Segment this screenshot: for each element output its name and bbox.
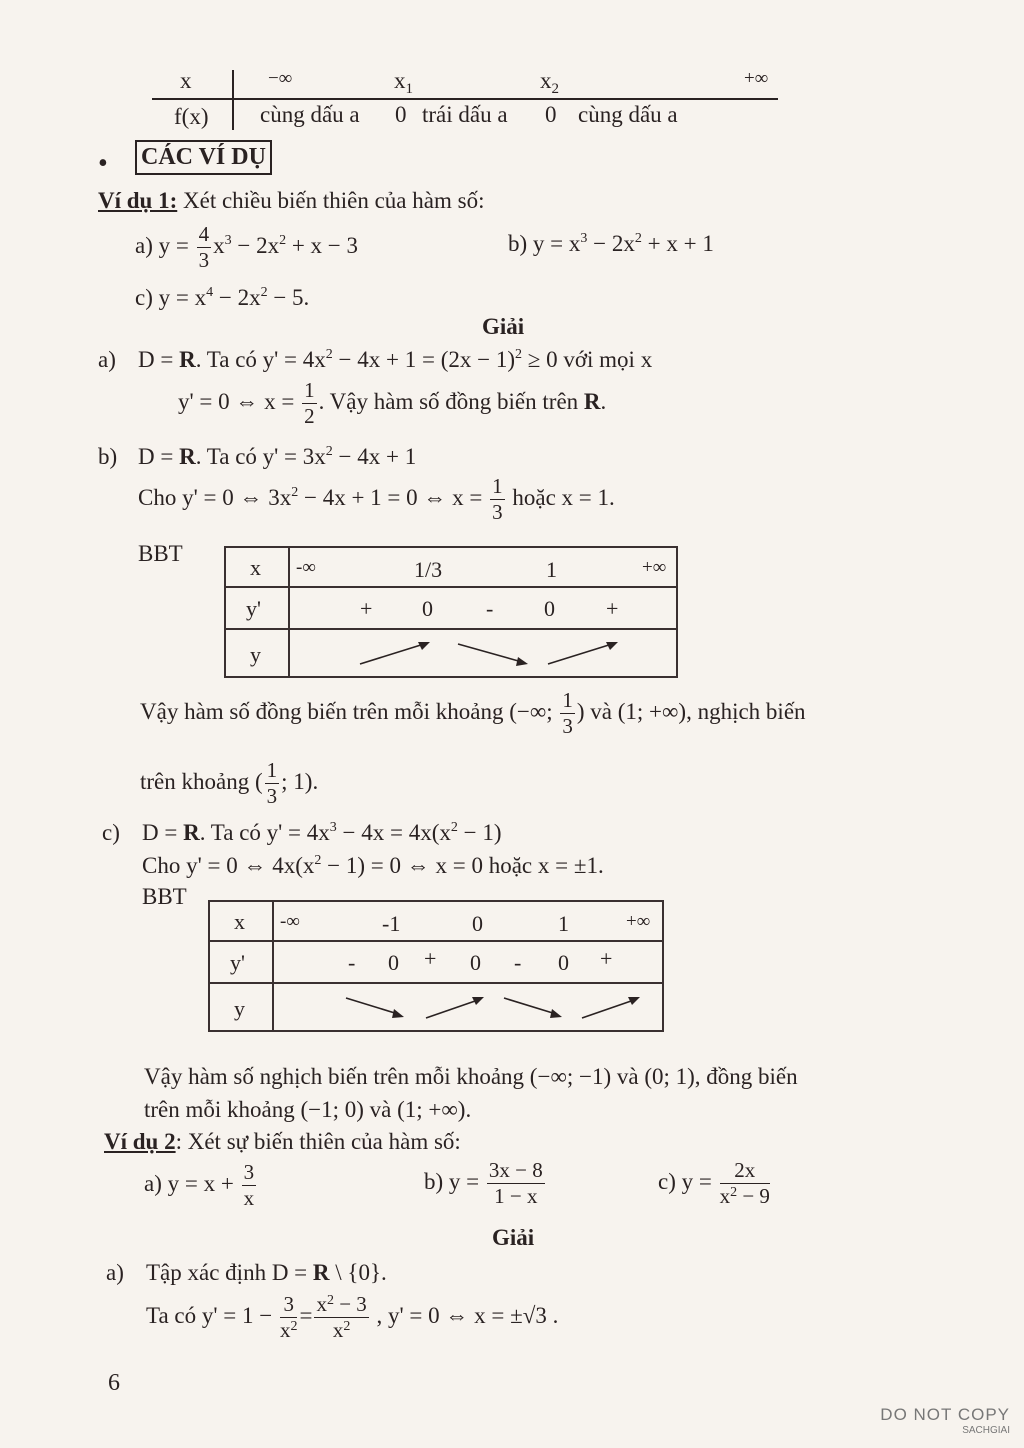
decreasing-arrow-icon <box>500 992 570 1022</box>
decreasing-arrow-icon <box>342 992 412 1022</box>
sign-table-fx-header: f(x) <box>174 104 209 129</box>
variation-table-b-yp-values: + 0 - 0 + <box>289 587 677 629</box>
example-2-solution-a-label: a) <box>106 1260 124 1285</box>
solution-c-conclusion-2: trên mỗi khoảng (−1; 0) và (1; +∞). <box>144 1097 472 1122</box>
solution-c-line-1: D = R. Ta có $y' = 4x^3 - 4x = 4x(x^2 - 1)$ <box>142 820 502 845</box>
variation-table-c-x-cell: x <box>209 901 273 941</box>
solution-b-bbt-label: BBT <box>138 541 183 566</box>
sign-table-x2: $x_2$ <box>540 68 559 97</box>
example-2-c: c) y = $\frac{2x}{x^2 - 9}$ <box>658 1158 770 1208</box>
decreasing-arrow-icon <box>454 638 534 668</box>
variation-table-b-y-cell: y <box>225 629 289 677</box>
variation-table-c-y-cell: y <box>209 983 273 1031</box>
solution-title: Giải <box>482 314 525 339</box>
page-number: 6 <box>108 1370 120 1396</box>
example-2-solution-a-line-1: Tập xác định D = R \ {0}. <box>146 1260 387 1285</box>
sign-table-zero-2: 0 <box>545 102 557 127</box>
sign-table-pos-inf: +∞ <box>744 68 769 89</box>
variation-table-c-yp-cell: y' <box>209 941 273 983</box>
solution-b-conclusion-1: Vậy hàm số đồng biến trên mỗi khoảng (−∞; $\frac{1}{3}$ ) và (1; +∞), nghịch biến <box>140 688 806 738</box>
bullet-icon: • <box>98 148 108 179</box>
example-1-a: a) y = $\frac{4}{3}$ $x^3 - 2x^2 + x - 3$ <box>135 222 359 272</box>
solution-b-line-2: Cho y' = 0 ⇔ $3x^2 - 4x + 1 = 0$ ⇔ x = $\frac{1}{3}$ hoặc x = 1. <box>138 474 615 524</box>
sign-table-same-sign-1: cùng dấu a <box>260 102 360 127</box>
variation-table-b-x-cell: x <box>225 547 289 587</box>
solution-c-line-2: Cho y' = 0 ⇔ $4x(x^2 - 1) = 0$ ⇔ x = 0 hoặc x = ±1. <box>142 853 604 878</box>
variation-table-c-x-values: -∞ -1 0 1 +∞ <box>273 901 663 941</box>
example-2-prompt: : Xét sự biến thiên của hàm số: <box>175 1129 461 1154</box>
solution-b-label: b) <box>98 444 118 469</box>
solution-a-line-1: D = R. Ta có $y' = 4x^2 - 4x + 1 = (2x - 1)^2 \ge 0$ với mọi x <box>138 347 653 372</box>
watermark-logo: DO NOT COPY SACHGIAI <box>880 1405 1010 1436</box>
example-1-prompt: Xét chiều biến thiên của hàm số: <box>183 188 485 213</box>
variation-table-b-x-values: -∞ 1/3 1 +∞ <box>289 547 677 587</box>
solution-c-label: c) <box>102 820 120 845</box>
variation-table-b-y-arrows <box>289 629 677 677</box>
solution-title-2: Giải <box>492 1225 535 1250</box>
increasing-arrow-icon <box>544 638 624 668</box>
section-title: CÁC VÍ DỤ <box>135 140 272 175</box>
sign-table-x-header: x <box>180 68 192 93</box>
variation-table-c <box>208 900 664 1032</box>
sign-table-neg-inf: −∞ <box>268 68 293 89</box>
sign-table-vline <box>232 70 234 130</box>
solution-a-label: a) <box>98 347 116 372</box>
example-2-a: a) y = x + $\frac{3}{x}$ <box>144 1160 255 1210</box>
variation-table-c-y-arrows <box>273 983 663 1031</box>
example-2-label: Ví dụ 2 <box>104 1129 176 1154</box>
sign-table-zero-1: 0 <box>395 102 407 127</box>
variation-table-b-yp-cell: y' <box>225 587 289 629</box>
increasing-arrow-icon <box>356 638 436 668</box>
example-1-c: c) $y = x^4 - 2x^2 - 5$. <box>135 285 310 310</box>
example-1-b: b) $y = x^3 - 2x^2 + x + 1$ <box>508 231 714 256</box>
solution-c-conclusion-1: Vậy hàm số nghịch biến trên mỗi khoảng (−∞; −1) và (0; 1), đồng biến <box>144 1064 798 1089</box>
variation-table-c-yp-values: - 0 + 0 - 0 + <box>273 941 663 983</box>
sign-table-same-sign-2: cùng dấu a <box>578 102 678 127</box>
solution-b-line-1: D = R. Ta có $y' = 3x^2 - 4x + 1$ <box>138 444 417 469</box>
example-2-b: b) y = $\frac{3x - 8}{1 - x}$ <box>424 1158 543 1208</box>
variation-table-b <box>224 546 678 678</box>
example-1-heading <box>98 188 484 214</box>
example-1-label: Ví dụ 1: <box>98 188 178 213</box>
solution-c-bbt-label: BBT <box>142 884 187 909</box>
solution-b-conclusion-2: trên khoảng ( $\frac{1}{3}$ ; 1). <box>140 758 319 808</box>
example-2-heading <box>104 1129 461 1155</box>
example-2-solution-a-line-2: Ta có y' = 1 − $\frac{3}{x^2}$ = $\frac{x^2 - 3}{x^2}$ , y' = 0 ⇔ x = ±√3 . <box>146 1292 559 1342</box>
sign-table-opposite-sign: trái dấu a <box>422 102 508 127</box>
sign-table-hline <box>152 98 778 100</box>
sign-table-x1: $x_1$ <box>394 68 413 97</box>
increasing-arrow-icon <box>578 992 648 1022</box>
increasing-arrow-icon <box>422 992 492 1022</box>
solution-a-line-2: y' = 0 ⇔ x = $\frac{1}{2}$ . Vậy hàm số đồng biến trên R. <box>178 378 607 428</box>
